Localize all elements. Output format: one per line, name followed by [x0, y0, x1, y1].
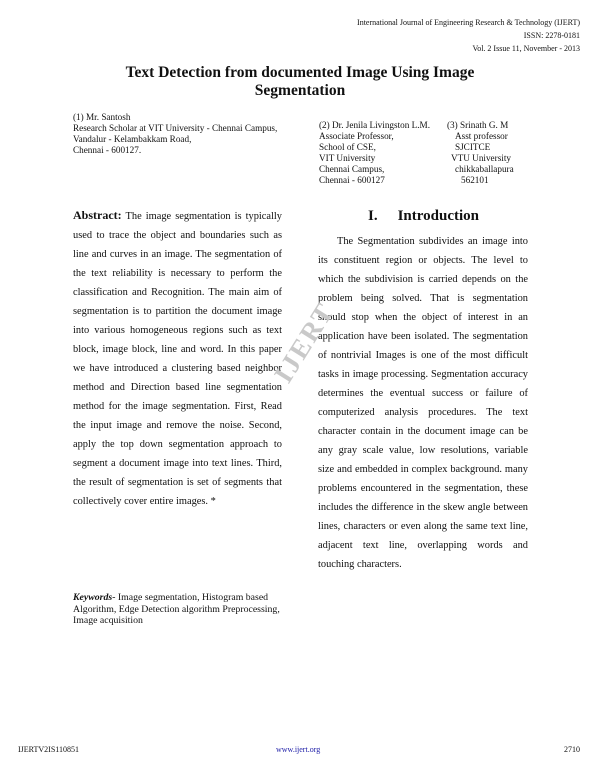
author-2-affiliation — [319, 120, 430, 186]
section-heading — [318, 208, 528, 225]
author-1-line: Chennai - 600127. — [73, 145, 142, 155]
author-2-line: Chennai - 600127 — [319, 175, 385, 185]
abstract-label: Abstract: — [73, 208, 122, 222]
author-2-line: School of CSE, — [319, 142, 376, 152]
journal-volume: Vol. 2 Issue 11, November - 2013 — [472, 44, 580, 53]
author-3-affiliation — [447, 120, 514, 186]
author-3-name: (3) Srinath G. M — [447, 120, 509, 130]
author-1-line: Vandalur - Kelambakkam Road, — [73, 134, 192, 144]
journal-header — [280, 16, 580, 55]
title-line-2: Segmentation — [254, 82, 346, 99]
footer-paper-id: IJERTV2IS110851 — [18, 745, 79, 754]
keywords-label: Keywords- — [73, 592, 116, 603]
keywords — [73, 592, 285, 627]
footer-page-number: 2710 — [564, 745, 580, 754]
abstract — [73, 206, 282, 511]
author-2-line: Associate Professor, — [319, 131, 394, 141]
author-3-line: SJCITCE — [455, 142, 491, 152]
author-3-line: 562101 — [461, 175, 489, 185]
author-1-affiliation — [73, 112, 303, 156]
author-3-line: VTU University — [451, 153, 511, 163]
author-1-name: (1) Mr. Santosh — [73, 112, 131, 122]
footer-website-link[interactable]: www.ijert.org — [276, 745, 321, 754]
watermark: IJERT — [268, 296, 341, 388]
title-line-1: Text Detection from documented Image Using Image — [125, 64, 475, 81]
paper-title — [0, 64, 600, 100]
keywords-text: Image segmentation, Histogram based Algorithm, Edge Detection algorithm Preprocessing, Image acquisition — [73, 592, 280, 626]
author-2-line: Chennai Campus, — [319, 164, 385, 174]
journal-name: International Journal of Engineering Research & Technology (IJERT) — [357, 18, 580, 27]
author-3-line: chikkaballapura — [455, 164, 514, 174]
author-2-name: (2) Dr. Jenila Livingston L.M. — [319, 120, 431, 130]
section-number: I. — [368, 208, 378, 224]
abstract-text: The image segmentation is typically used to trace the object and boundaries such as line and curves in an image. The segmentation of the text reliability is necessary to perform the classification and Recognition. The main aim of segmentation is to partition the document image into various homogeneous regions such as text block, image block, line and word. In this paper we have introduced a clustering based neighbor method and Direction based line segmentation method for the image segmentation. First, Read the input image and remove the noise. Second, apply the top down segmentation approach to segment a document image into text lines. Third, the result of segmentation is set of segments that collectively cover entire images. * — [73, 211, 282, 507]
section-title: Introduction — [397, 208, 480, 224]
author-3-line: Asst professor — [455, 131, 508, 141]
introduction-body: The Segmentation subdivides an image into its constituent region or objects. The level to which the subdivision is carried depends on the problem being solved. That is segmentation should stop when the object of interest in an application have been isolated. The segmentation of nontrivial Images is one of the most difficult tasks in image processing. Segmentation accuracy determines the eventual success or failure of computerized analysis procedures. The text character contain in the document image can be any gray scale value, low resolutions, variable size and embedded in complex background. many problems encountered in the segmentation, these includes the difference in the skew angle between lines, characters or even along the same text line, adjacent text line, overlapping words and touching characters. — [318, 236, 528, 570]
journal-issn: ISSN: 2278-0181 — [523, 31, 580, 40]
author-1-line: Research Scholar at VIT University - Chennai Campus, — [73, 123, 278, 133]
author-2-line: VIT University — [319, 153, 376, 163]
